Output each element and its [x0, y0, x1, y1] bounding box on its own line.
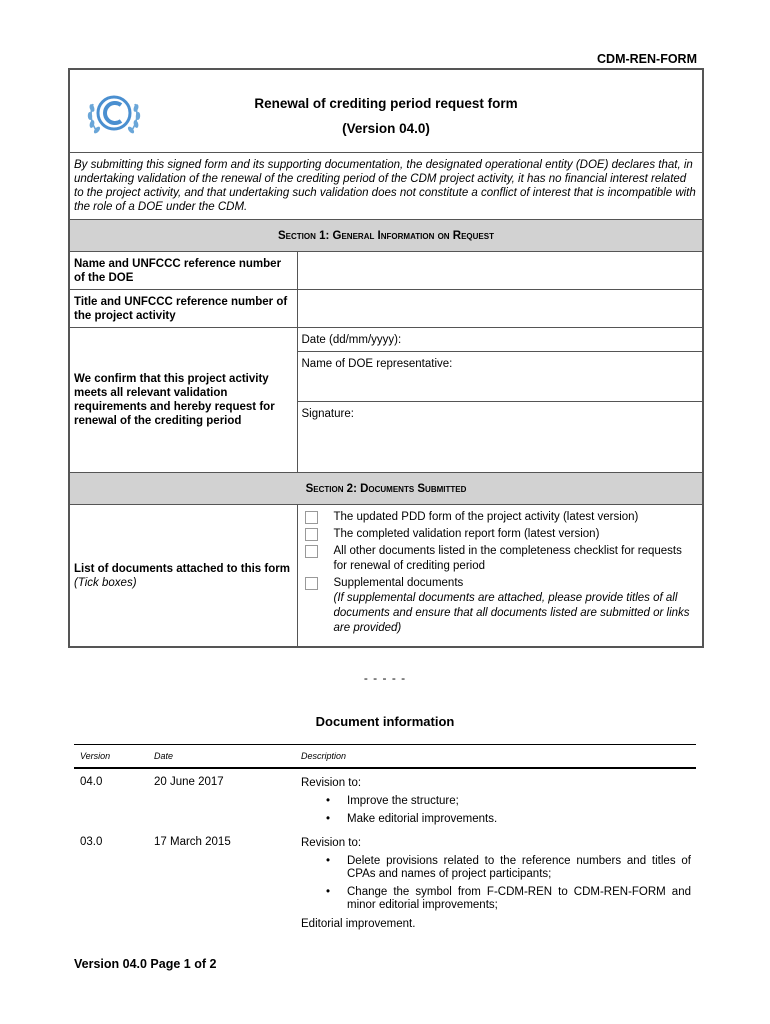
- date-column-header: Date: [154, 751, 174, 761]
- form-version: (Version 04.0): [342, 121, 430, 136]
- document-item: [302, 527, 699, 542]
- description-bullet: • Change the symbol from F-CDM-REN to CDM-REN-FORM and minor editorial improvements;: [301, 886, 691, 912]
- document-text: Supplemental documents: [333, 577, 464, 589]
- description-intro: Revision to:: [301, 837, 362, 849]
- history-row: [74, 776, 696, 836]
- document-text-group: [334, 576, 699, 636]
- form-header: [69, 69, 703, 153]
- row-date: 20 June 2017: [154, 776, 224, 788]
- doe-representative-field[interactable]: Name of DOE representative:: [297, 352, 703, 402]
- document-checkbox[interactable]: [305, 545, 318, 558]
- description-bullet: • Delete provisions related to the reference numbers and titles of CPAs and names of project participants;: [301, 855, 691, 881]
- version-column-header: Version: [80, 751, 111, 761]
- row-version: 03.0: [80, 836, 103, 848]
- request-form-table: [68, 68, 704, 648]
- description-bullet: • Make editorial improvements.: [301, 813, 691, 826]
- form-title: Renewal of crediting period request form: [254, 96, 518, 111]
- document-text: The updated PDD form of the project activity (latest version): [333, 511, 639, 523]
- form-code: CDM-REN-FORM: [597, 52, 697, 66]
- documents-label: List of documents attached to this form: [74, 562, 290, 575]
- document-item: [302, 544, 699, 574]
- page-footer: Version 04.0 Page 1 of 2: [74, 957, 217, 971]
- document-checkbox[interactable]: [305, 528, 318, 541]
- date-field[interactable]: Date (dd/mm/yyyy):: [297, 328, 703, 352]
- history-header: [74, 744, 696, 769]
- documents-hint: (Tick boxes): [74, 576, 137, 589]
- row-date: 17 March 2015: [154, 836, 231, 848]
- description-intro: Revision to:: [301, 777, 362, 789]
- history-row: [74, 836, 696, 946]
- description-outro: Editorial improvement.: [301, 918, 416, 930]
- confirm-label: We confirm that this project activity meets all relevant validation requirements and hereby request for renewal of the crediting period: [69, 328, 297, 473]
- description-bullet: • Improve the structure;: [301, 795, 691, 808]
- signature-field[interactable]: Signature:: [297, 402, 703, 473]
- row-description: [301, 836, 691, 936]
- project-label: Title and UNFCCC reference number of the project activity: [69, 290, 297, 328]
- document-history-table: [74, 744, 696, 946]
- project-input[interactable]: [297, 290, 703, 328]
- section-1-heading: Section 1: General Information on Request: [69, 220, 703, 252]
- doe-label: Name and UNFCCC reference number of the DOE: [69, 252, 297, 290]
- documents-list: [297, 505, 703, 648]
- document-item: [302, 576, 699, 636]
- row-version: 04.0: [80, 776, 103, 788]
- doe-input[interactable]: [297, 252, 703, 290]
- document-checkbox[interactable]: [305, 577, 318, 590]
- document-text: All other documents listed in the completeness checklist for requests for renewal of crediting period: [333, 545, 682, 572]
- declaration-text: By submitting this signed form and its supporting documentation, the designated operational entity (DOE) declares that, in undertaking validation of the renewal of the crediting period of the CDM project activity, it has no financial interest related to the project activity, and that undertaking such validation does not constitute a conflict of interest that is incompatible with the role of a DOE under the CDM.: [69, 153, 703, 220]
- document-note: (If supplemental documents are attached, please provide titles of all documents and ensure that all documents listed are submitted or links are provided): [333, 592, 690, 634]
- section-2-heading: Section 2: Documents Submitted: [69, 473, 703, 505]
- documents-label-cell: [69, 505, 297, 648]
- description-column-header: Description: [301, 751, 347, 761]
- document-checkbox[interactable]: [305, 511, 318, 524]
- document-item: [302, 510, 699, 525]
- separator: - - - - -: [363, 671, 407, 685]
- row-description: [301, 776, 691, 831]
- document-information-title: Document information: [315, 714, 455, 729]
- document-text: The completed validation report form (latest version): [333, 528, 600, 540]
